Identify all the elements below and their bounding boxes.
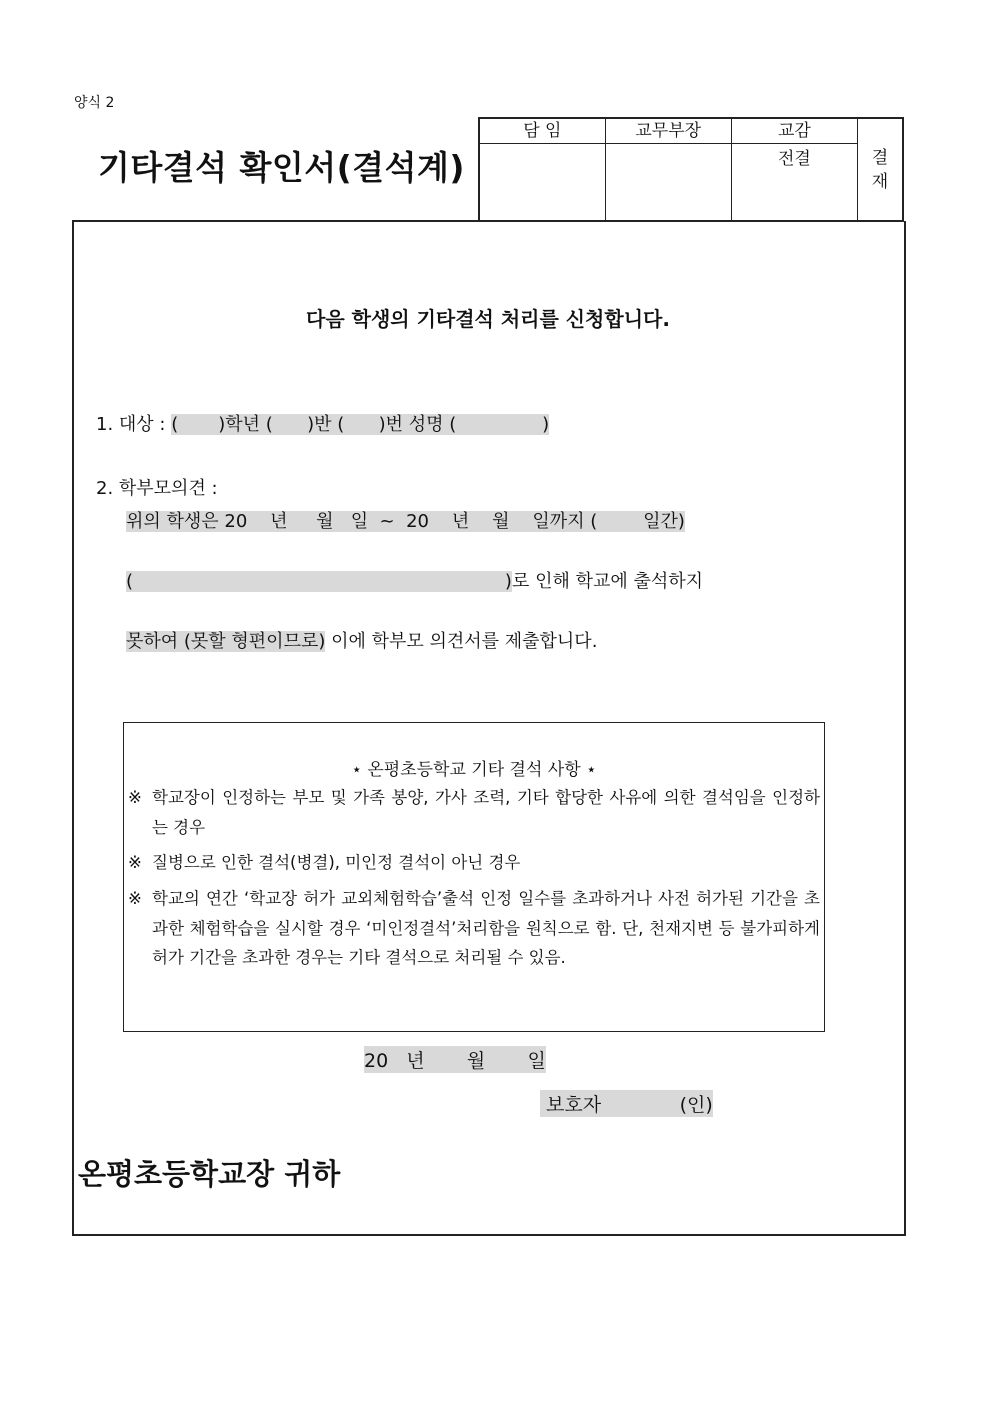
addressee: 온평초등학교장 귀하 (78, 1157, 341, 1191)
reference-mark-icon: ※ (128, 889, 142, 908)
notice-box (123, 722, 825, 1032)
approval-vice-principal-header: 교감 (731, 118, 857, 144)
opinion-line-3 (126, 627, 597, 653)
opinion-line-3-text: 이에 학부모 의견서를 제출합니다. (325, 631, 598, 652)
document-title: 기타결석 확인서(결석계) (98, 148, 465, 187)
opinion-period-field[interactable]: 위의 학생은 20 년 월 일 ~ 20 년 월 일까지 ( 일간) (126, 511, 685, 532)
approval-side-label (858, 118, 904, 221)
target-fill-field[interactable]: ( )학년 ( )반 ( )번 성명 ( ) (171, 414, 550, 435)
approval-table (478, 117, 904, 222)
guardian-signature-field[interactable]: 보호자 (인) (540, 1090, 713, 1117)
opinion-label: 2. 학부모의견 : (96, 478, 218, 499)
notice-item-text: 학교의 연간 ‘학교장 허가 교외체험학습’출석 인정 일수를 초과하거나 사전 허가된 기간을 초과한 체험학습을 실시할 경우 ‘미인정결석’처리함을 원칙으로 함. 단, 천재지변 등 불가피하게 허가 기간을 초과한 경우는 기타 결석으로 처리될 수 있음. (152, 889, 820, 967)
approval-vice-head-header: 교무부장 (605, 118, 731, 144)
opinion-condition-field[interactable]: 못하여 (못할 형편이므로) (126, 631, 326, 652)
form-number: 양식 2 (74, 95, 115, 111)
opinion-line-2 (126, 567, 703, 593)
approval-side-bottom: 재 (871, 171, 889, 192)
opinion-line-2-text: 로 인해 학교에 출석하지 (511, 571, 704, 592)
target-row (96, 410, 549, 436)
notice-item-text: 질병으로 인한 결석(병결), 미인정 결석이 아닌 경우 (152, 853, 521, 872)
notice-item (128, 783, 820, 842)
opinion-reason-field[interactable]: ( ) (126, 571, 512, 592)
approval-homeroom-sign[interactable] (479, 144, 605, 222)
approval-homeroom-header: 담 임 (479, 118, 605, 144)
submission-date-field[interactable]: 20 년 월 일 (364, 1046, 546, 1073)
notice-item-text: 학교장이 인정하는 부모 및 가족 봉양, 가사 조력, 기타 합당한 사유에 의한 결석임을 인정하는 경우 (152, 788, 820, 837)
approval-vice-head-sign[interactable] (605, 144, 731, 222)
approval-vice-principal-sign[interactable]: 전결 (731, 144, 857, 222)
notice-item (128, 848, 820, 878)
approval-side-top: 결 (871, 147, 889, 168)
target-label: 1. 대상 : (96, 414, 172, 435)
opinion-line-1 (126, 507, 685, 533)
reference-mark-icon: ※ (128, 853, 142, 872)
request-statement: 다음 학생의 기타결석 처리를 신청합니다. (306, 307, 670, 331)
notice-item (128, 884, 820, 973)
reference-mark-icon: ※ (128, 788, 142, 807)
notice-title: ⋆ 온평초등학교 기타 결석 사항 ⋆ (351, 760, 597, 780)
